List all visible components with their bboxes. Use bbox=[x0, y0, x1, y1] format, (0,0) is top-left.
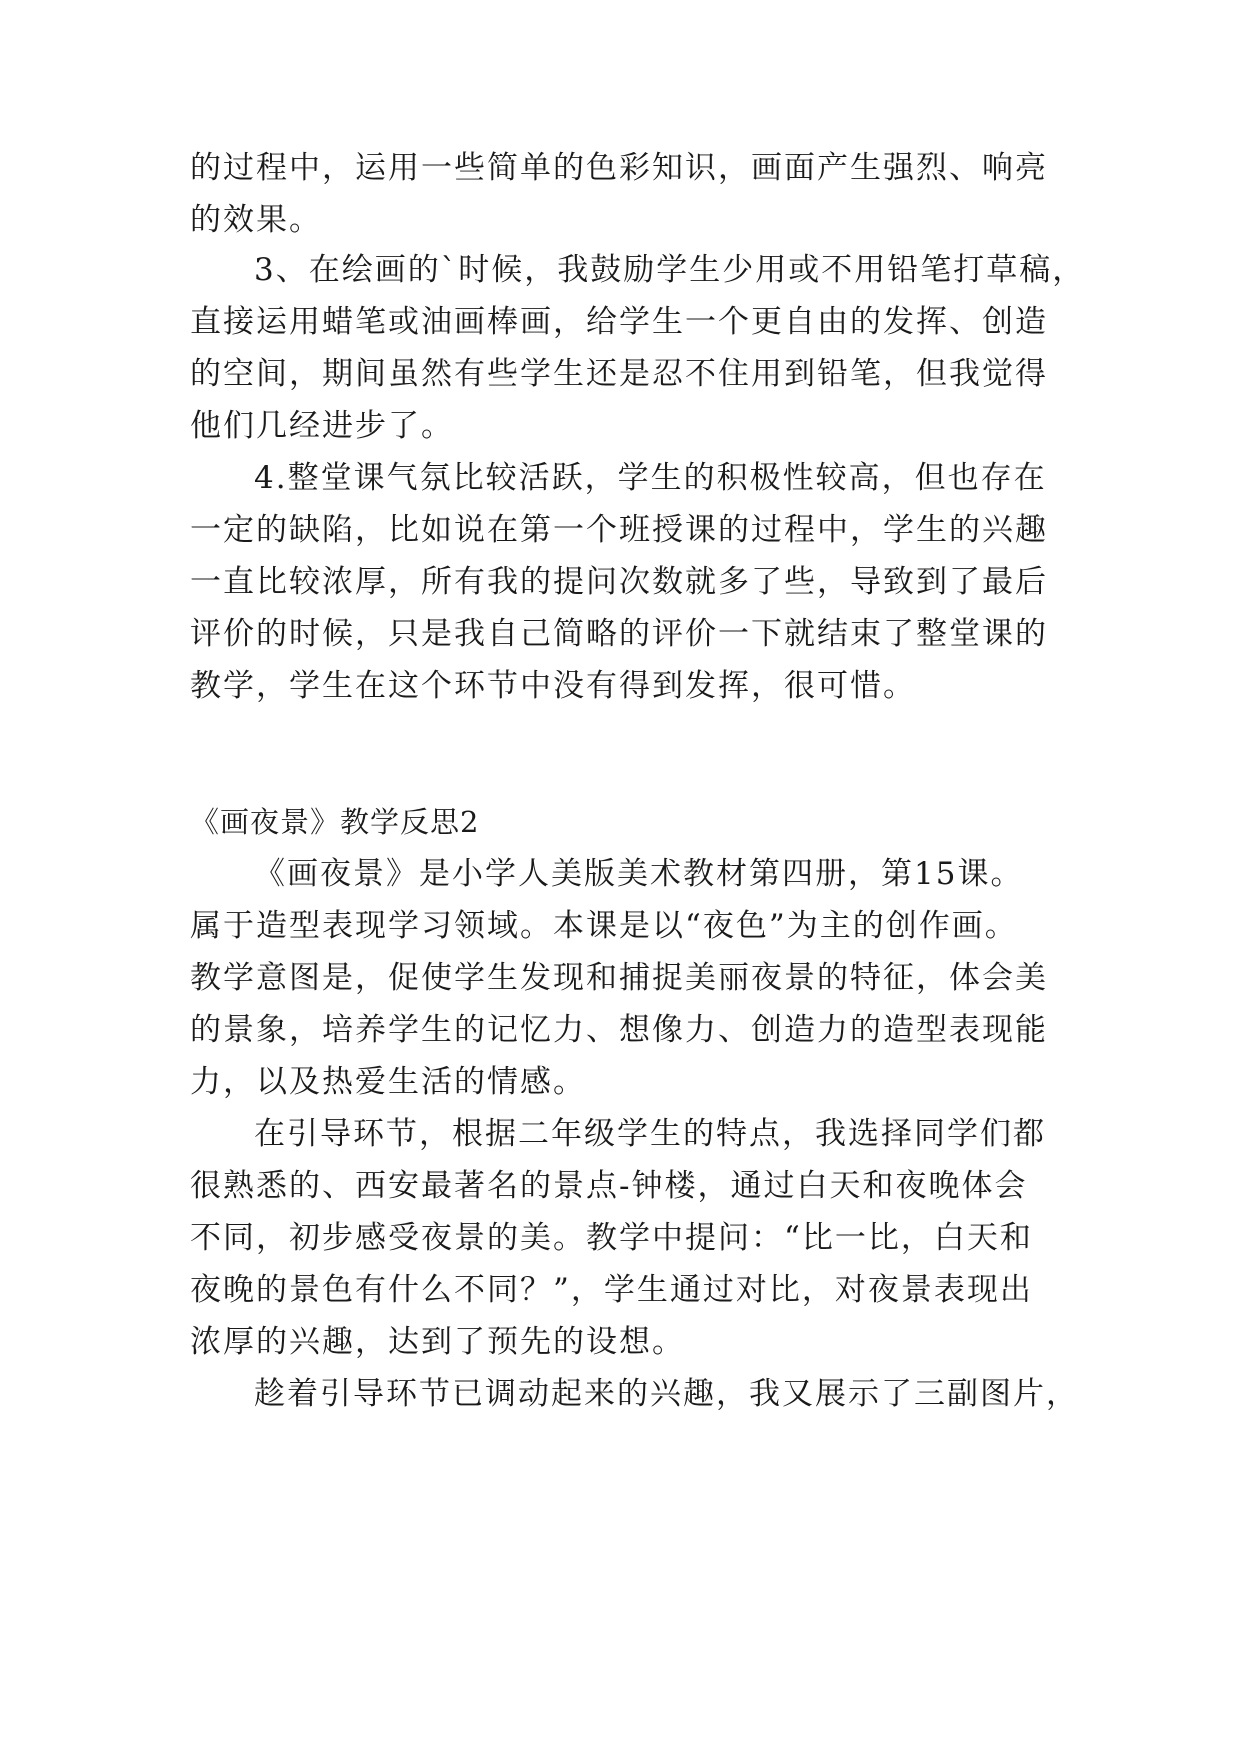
paragraph-line: 一定的缺陷，比如说在第一个班授课的过程中，学生的兴趣 bbox=[190, 512, 1048, 548]
paragraph-line: 浓厚的兴趣，达到了预先的设想。 bbox=[190, 1324, 685, 1360]
paragraph-line: 他们几经进步了。 bbox=[190, 408, 454, 444]
paragraph-line: 《画夜景》是小学人美版美术教材第四册，第15课。 bbox=[254, 856, 1024, 892]
paragraph-line: 趁着引导环节已调动起来的兴趣，我又展示了三副图片， bbox=[254, 1376, 1079, 1412]
paragraph-line: 4.整堂课气氛比较活跃，学生的积极性较高，但也存在 bbox=[254, 460, 1047, 496]
paragraph-line: 一直比较浓厚，所有我的提问次数就多了些，导致到了最后 bbox=[190, 564, 1048, 600]
paragraph-line: 3、在绘画的`时候，我鼓励学生少用或不用铅笔打草稿， bbox=[254, 252, 1086, 288]
paragraph-line: 不同，初步感受夜景的美。教学中提问：“比一比，白天和 bbox=[190, 1220, 1033, 1256]
paragraph-line: 很熟悉的、西安最著名的景点-钟楼，通过白天和夜晚体会 bbox=[190, 1168, 1028, 1204]
paragraph-line: 教学，学生在这个环节中没有得到发挥，很可惜。 bbox=[190, 668, 916, 704]
paragraph-line: 的效果。 bbox=[190, 202, 322, 238]
paragraph-line: 评价的时候，只是我自己简略的评价一下就结束了整堂课的 bbox=[190, 616, 1048, 652]
paragraph-line: 的空间，期间虽然有些学生还是忍不住用到铅笔，但我觉得 bbox=[190, 356, 1048, 392]
paragraph-line: 在引导环节，根据二年级学生的特点，我选择同学们都 bbox=[254, 1116, 1046, 1152]
paragraph-line: 力，以及热爱生活的情感。 bbox=[190, 1064, 586, 1100]
paragraph-line: 直接运用蜡笔或油画棒画，给学生一个更自由的发挥、创造 bbox=[190, 304, 1048, 340]
section-heading: 《画夜景》教学反思2 bbox=[190, 805, 480, 839]
paragraph-line: 夜晚的景色有什么不同？”，学生通过对比，对夜景表现出 bbox=[190, 1272, 1033, 1308]
paragraph-line: 的景象，培养学生的记忆力、想像力、创造力的造型表现能 bbox=[190, 1012, 1048, 1048]
paragraph-line: 属于造型表现学习领域。本课是以“夜色”为主的创作画。 bbox=[190, 908, 1018, 944]
paragraph-line: 的过程中，运用一些简单的色彩知识，画面产生强烈、响亮 bbox=[190, 150, 1048, 186]
paragraph-line: 教学意图是，促使学生发现和捕捉美丽夜景的特征，体会美 bbox=[190, 960, 1048, 996]
